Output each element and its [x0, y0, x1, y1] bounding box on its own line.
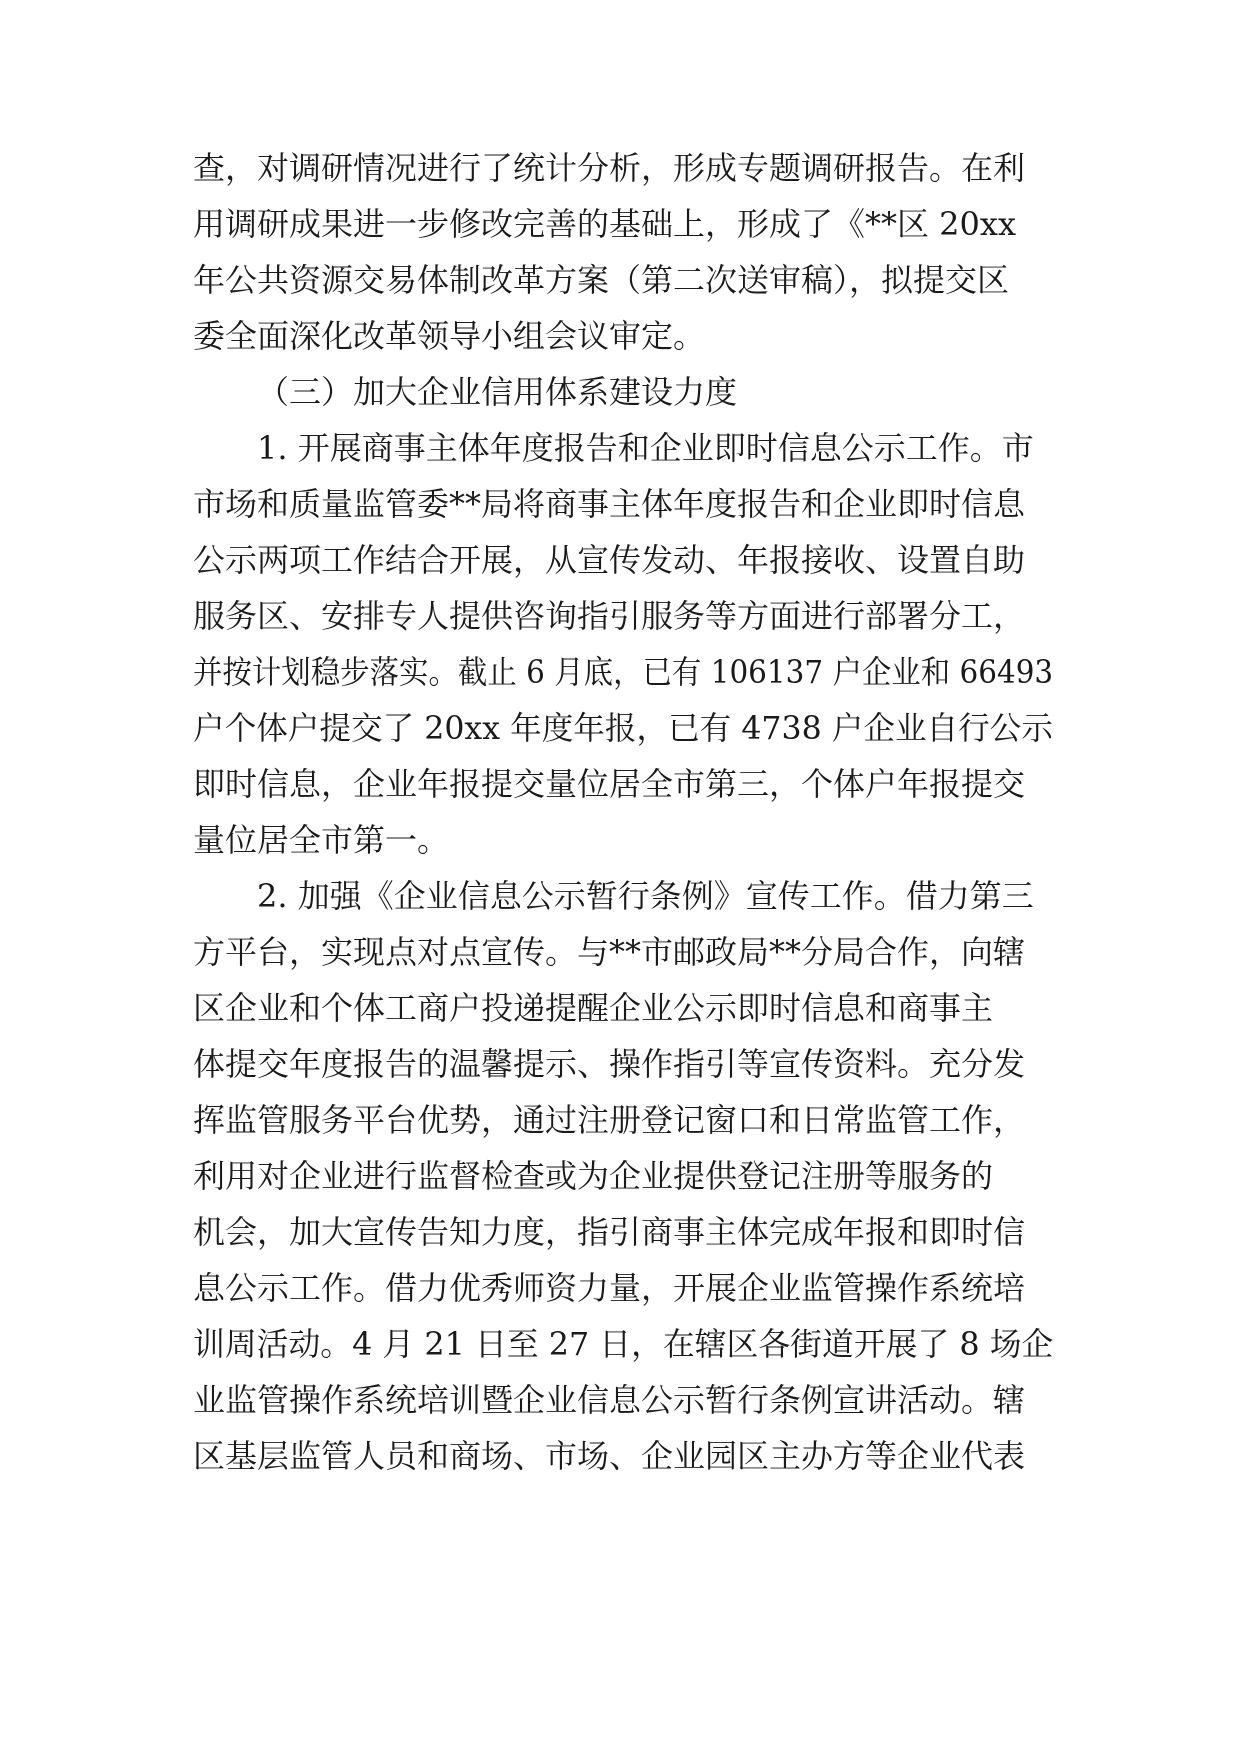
text-line: 区基层监管人员和商场、市场、企业园区主办方等企业代表	[193, 1437, 1026, 1475]
text-line: 委全面深化改革领导小组会议审定。	[193, 317, 706, 355]
paragraph-first-line: 2. 加强《企业信息公示暂行条例》宣传工作。借力第三	[257, 877, 1034, 915]
paragraph-first-line: 1. 开展商事主体年度报告和企业即时信息公示工作。市	[257, 429, 1034, 467]
text-line: 利用对企业进行监督检查或为企业提供登记注册等服务的	[193, 1157, 994, 1195]
text-line: 年公共资源交易体制改革方案（第二次送审稿），拟提交区	[193, 261, 1010, 299]
text-line: 公示两项工作结合开展，从宣传发动、年报接收、设置自助	[193, 541, 1026, 579]
text-line: 息公示工作。借力优秀师资力量，开展企业监管操作系统培	[193, 1269, 1026, 1307]
text-line: 量位居全市第一。	[193, 821, 450, 859]
text-line: 机会，加大宣传告知力度，指引商事主体完成年报和即时信	[193, 1213, 1026, 1251]
text-line: 即时信息，企业年报提交量位居全市第三，个体户年报提交	[193, 765, 1026, 803]
text-line: 查，对调研情况进行了统计分析，形成专题调研报告。在利	[193, 149, 1026, 187]
text-line: 挥监管服务平台优势，通过注册登记窗口和日常监管工作，	[193, 1101, 1026, 1139]
text-line: 户个体户提交了 20xx 年度年报，已有 4738 户企业自行公示	[193, 709, 1053, 747]
text-line: 方平台，实现点对点宣传。与**市邮政局**分局合作，向辖	[193, 933, 1026, 971]
text-line: 业监管操作系统培训暨企业信息公示暂行条例宣讲活动。辖	[193, 1381, 1026, 1419]
text-line: 用调研成果进一步修改完善的基础上，形成了《**区 20xx	[193, 205, 1016, 243]
text-line: 市场和质量监管委**局将商事主体年度报告和企业即时信息	[193, 485, 1026, 523]
text-line: 服务区、安排专人提供咨询指引服务等方面进行部署分工，	[193, 597, 1026, 635]
text-line: 区企业和个体工商户投递提醒企业公示即时信息和商事主	[193, 989, 994, 1027]
text-line: 训周活动。4 月 21 日至 27 日，在辖区各街道开展了 8 场企	[193, 1325, 1054, 1363]
text-line: 体提交年度报告的温馨提示、操作指引等宣传资料。充分发	[193, 1045, 1026, 1083]
section-heading: （三）加大企业信用体系建设力度	[257, 373, 738, 411]
text-line: 并按计划稳步落实。截止 6 月底，已有 106137 户企业和 66493	[193, 653, 1054, 691]
